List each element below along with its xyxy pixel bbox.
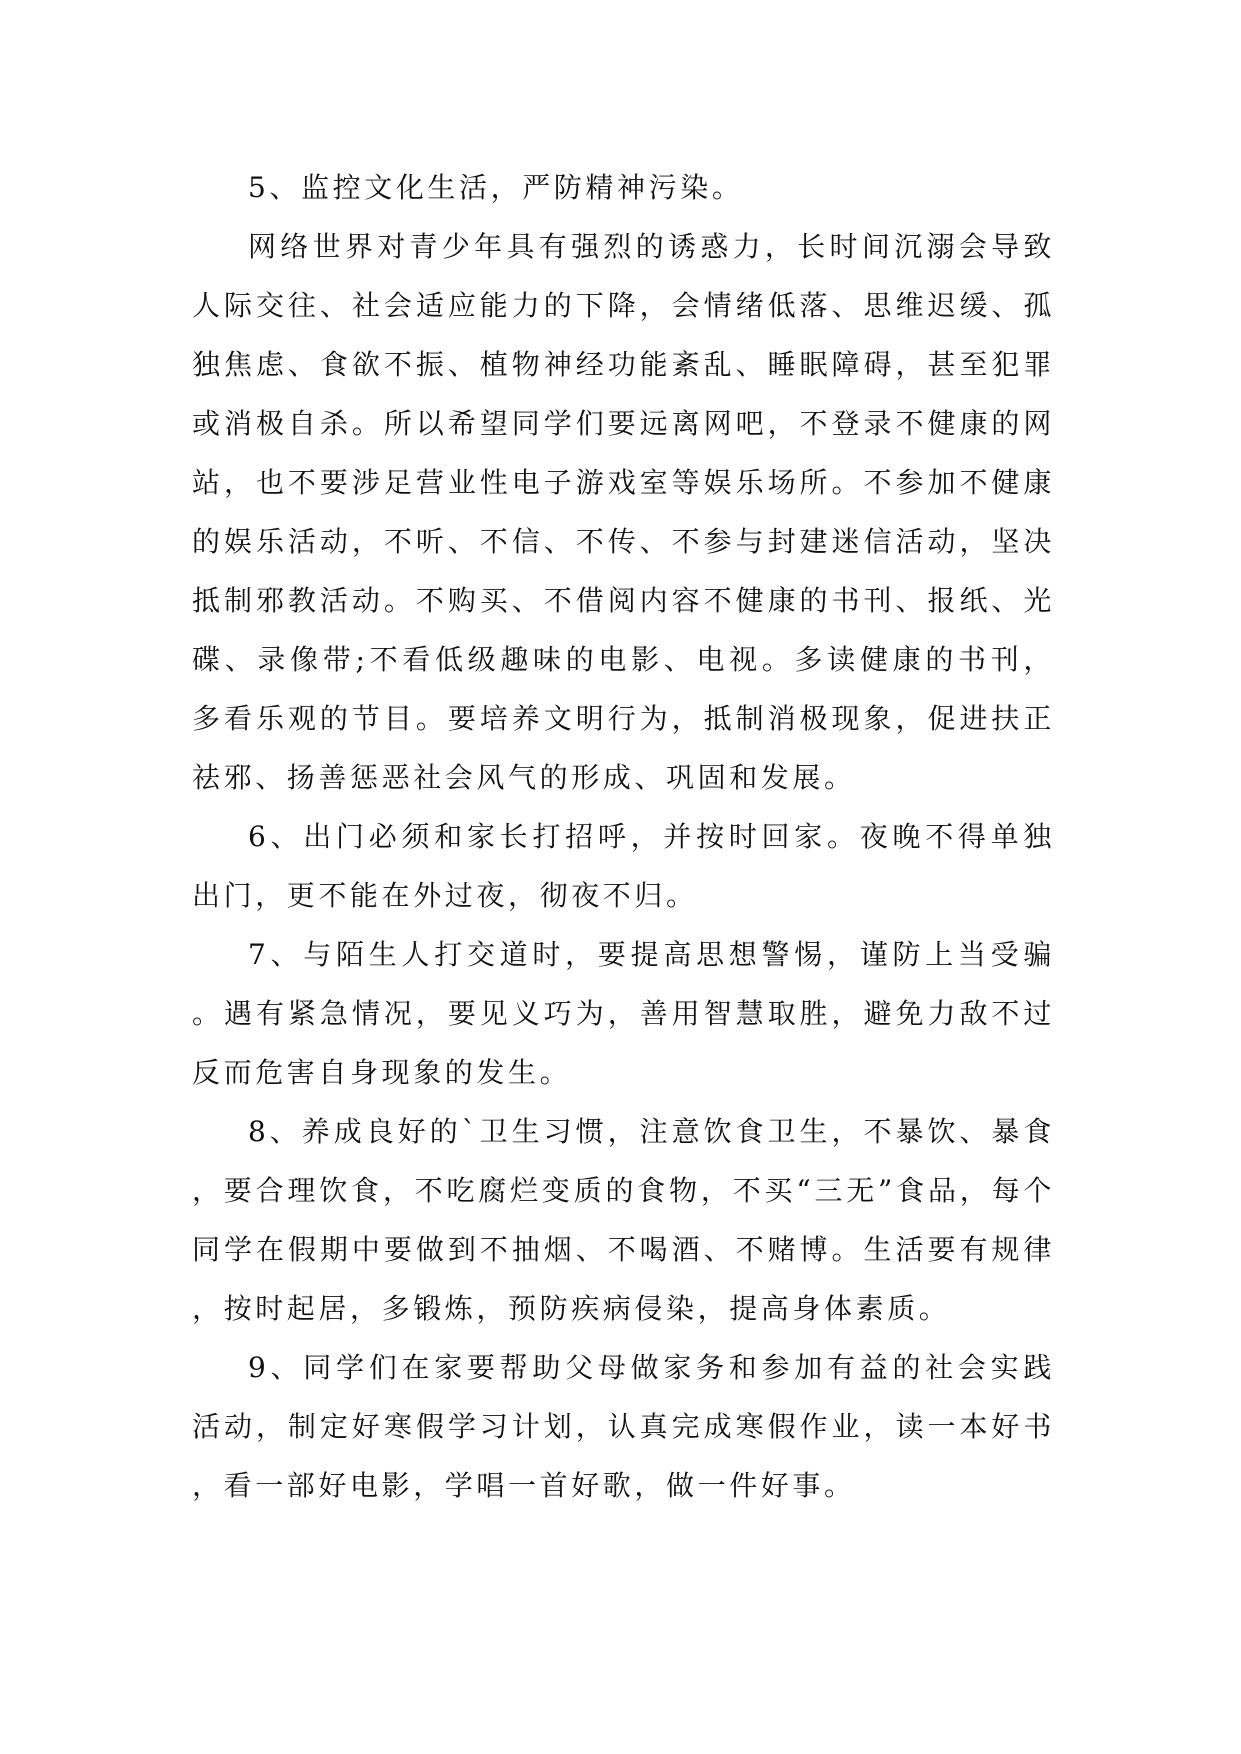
paragraph-item-8: 8、养成良好的`卫生习惯，注意饮食卫生，不暴饮、暴食，要合理饮食，不吃腐烂变质的食物，不买“三无”食品，每个同学在假期中要做到不抽烟、不喝酒、不赌博。生活要有规律，按时起居，多锻炼，预防疾病侵染，提高身体素质。	[192, 1115, 1055, 1325]
document-body	[192, 158, 1055, 1515]
paragraph-item-6: 6、出门必须和家长打招呼，并按时回家。夜晚不得单独出门，更不能在外过夜，彻夜不归。	[192, 820, 1055, 912]
paragraph-item-9: 9、同学们在家要帮助父母做家务和参加有益的社会实践活动，制定好寒假学习计划，认真完成寒假作业，读一本好书，看一部好电影，学唱一首好歌，做一件好事。	[192, 1351, 1055, 1502]
paragraph-item-7: 7、与陌生人打交道时，要提高思想警惕，谨防上当受骗。遇有紧急情况，要见义巧为，善用智慧取胜，避免力敌不过反而危害自身现象的发生。	[192, 938, 1055, 1089]
paragraph-item-5: 5、监控文化生活，严防精神污染。	[248, 171, 744, 204]
paragraph-internet-safety: 网络世界对青少年具有强烈的诱惑力，长时间沉溺会导致人际交往、社会适应能力的下降，会情绪低落、思维迟缓、孤独焦虑、食欲不振、植物神经功能紊乱、睡眠障碍，甚至犯罪或消极自杀。所以希望同学们要远离网吧，不登录不健康的网站，也不要涉足营业性电子游戏室等娱乐场所。不参加不健康的娱乐活动，不听、不信、不传、不参与封建迷信活动，坚决抵制邪教活动。不购买、不借阅内容不健康的书刊、报纸、光碟、录像带;不看低级趣味的电影、电视。多读健康的书刊，多看乐观的节目。要培养文明行为，抵制消极现象，促进扶正祛邪、扬善惩恶社会风气的形成、巩固和发展。	[192, 230, 1055, 794]
